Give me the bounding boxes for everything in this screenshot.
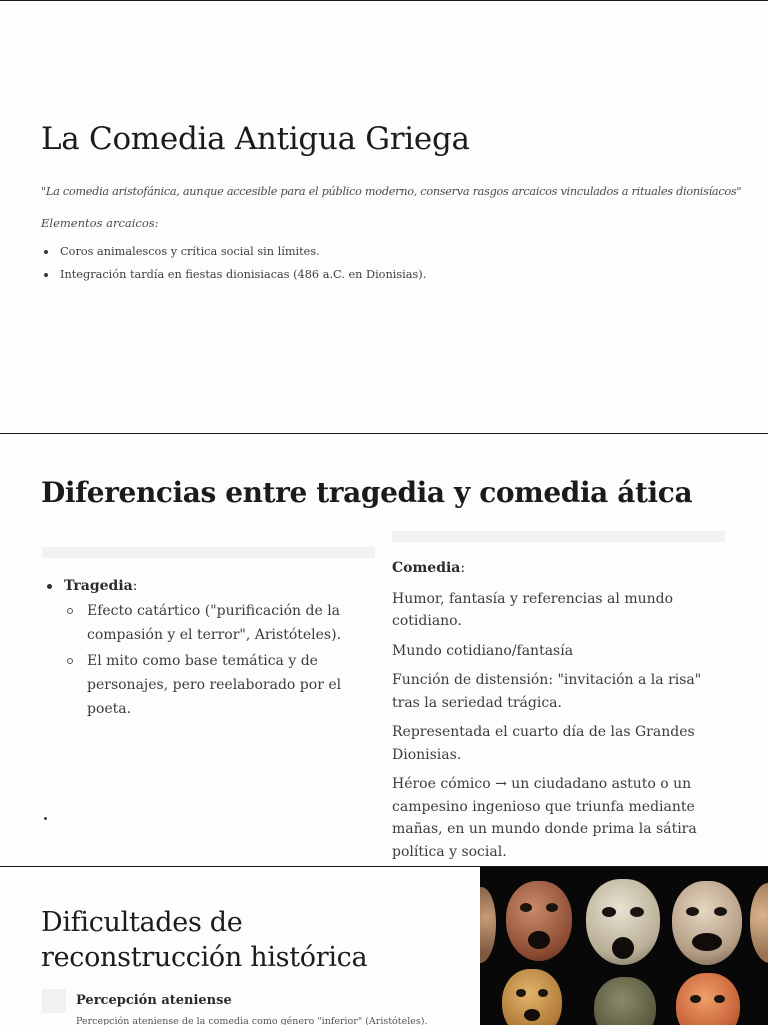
circle-bullet-icon bbox=[67, 608, 73, 614]
comedia-column bbox=[392, 557, 732, 866]
comedia-label: Comedia bbox=[392, 560, 461, 576]
comedia-paragraph: Mundo cotidiano/fantasía bbox=[392, 642, 574, 659]
comedia-paragraph: Función de distensión: "invitación a la risa" tras la seriedad trágica. bbox=[392, 672, 702, 711]
mask-icon bbox=[586, 879, 660, 965]
item-icon-box bbox=[42, 989, 66, 1013]
comedia-paragraph: Héroe cómico → un ciudadano astuto o un campesino ingenioso que triunfa mediante mañas, en un mundo donde prima la sátira política y social. bbox=[392, 776, 697, 860]
subheading: Elementos arcaicos: bbox=[41, 216, 159, 230]
bullet-icon bbox=[44, 250, 48, 254]
list-item bbox=[41, 649, 381, 721]
list-item-text: Coros animalescos y crítica social sin límites. bbox=[60, 245, 320, 258]
mask-icon bbox=[594, 977, 656, 1025]
mask-icon bbox=[502, 969, 562, 1025]
slide-title: La Comedia Antigua Griega bbox=[41, 121, 470, 157]
mask-icon bbox=[750, 883, 768, 963]
archaic-elements-list bbox=[41, 244, 426, 290]
comedia-paragraph: Representada el cuarto día de las Grandes Dionisias. bbox=[392, 724, 695, 763]
item-title: Percepción ateniense bbox=[76, 993, 232, 1008]
list-item-text: Integración tardía en fiestas dionisiacas (486 a.C. en Dionisias). bbox=[60, 268, 427, 281]
mask-icon bbox=[480, 887, 496, 963]
list-item-text: El mito como base temática y de personajes, pero reelaborado por el poeta. bbox=[87, 653, 342, 717]
list-item bbox=[41, 244, 426, 267]
slide-dificultades bbox=[0, 866, 768, 1025]
slide-title bbox=[41, 905, 367, 975]
column-header-bar bbox=[392, 531, 725, 542]
slide-title: Diferencias entre tragedia y comedia ática bbox=[41, 476, 693, 509]
tragedia-heading: Tragedia: bbox=[41, 575, 381, 599]
list-item bbox=[41, 599, 381, 647]
list-item bbox=[41, 267, 426, 290]
slide-diferencias bbox=[0, 433, 768, 866]
tragedia-label: Tragedia bbox=[64, 578, 133, 594]
mask-icon bbox=[506, 881, 572, 961]
mask-icon bbox=[672, 881, 742, 965]
theatre-masks-image bbox=[480, 867, 768, 1025]
title-line: Dificultades de bbox=[41, 907, 243, 938]
comedia-heading: Comedia: bbox=[392, 560, 466, 576]
list-item-text: Efecto catártico ("purificación de la compasión y el terror", Aristóteles). bbox=[87, 603, 342, 643]
bullet-icon bbox=[44, 273, 48, 277]
item-text: Percepción ateniense de la comedia como género "inferior" (Aristóteles). bbox=[76, 1016, 428, 1025]
title-line: reconstrucción histórica bbox=[41, 942, 368, 973]
bullet-icon bbox=[47, 584, 52, 589]
tragedia-column bbox=[41, 575, 381, 723]
slide-comedia-antigua bbox=[0, 0, 768, 433]
bullet-icon bbox=[44, 817, 47, 820]
circle-bullet-icon bbox=[67, 658, 73, 664]
column-header-bar bbox=[42, 547, 375, 558]
mask-icon bbox=[676, 973, 740, 1025]
tragedia-list bbox=[41, 599, 381, 721]
comedia-paragraph: Humor, fantasía y referencias al mundo cotidiano. bbox=[392, 590, 674, 629]
quote-text: "La comedia aristofánica, aunque accesible para el público moderno, conserva rasgos arcaicos vinculados a rituales dionisíacos" bbox=[41, 185, 742, 198]
